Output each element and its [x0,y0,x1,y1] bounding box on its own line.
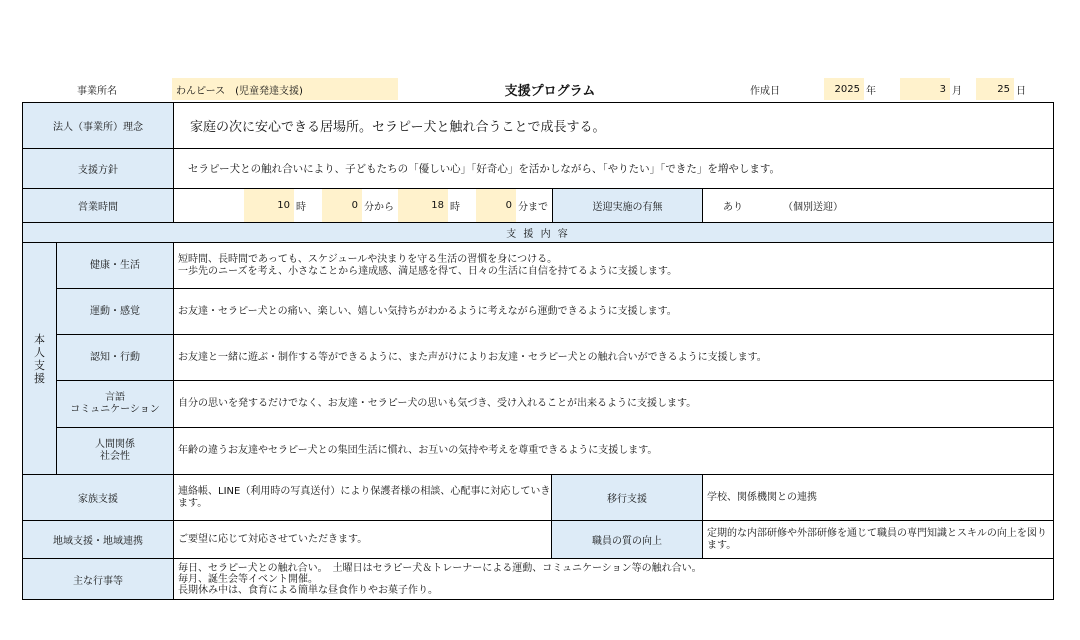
created-date-label: 作成日 [750,85,780,97]
transition-support-desc: 学校、関係機関との連携 [707,491,817,503]
created-day-unit: 日 [1016,85,1026,97]
personal-support-label [23,243,57,475]
end-hour-unit: 時 [450,202,460,213]
start-hour-value: 10 [277,200,290,211]
support-item-health-label [57,243,174,289]
end-minute-value: 0 [505,200,512,211]
created-month [900,78,950,100]
transport-value: あり [723,202,743,213]
end-hour [398,189,448,222]
created-year-value: 2025 [834,83,860,95]
support-item-health-label-text: 健康・生活 [90,259,140,271]
support-header: 支 援 内 容 [23,223,1053,243]
start-minute-unit: 分から [364,202,394,213]
support-item-social-label [57,428,174,475]
philosophy-label: 法人（事業所）理念 [23,103,174,149]
support-item-health-text [174,243,1053,289]
support-item-language-label-text: 言語 コミュニケーション [70,392,160,415]
created-day-value: 25 [997,83,1010,95]
philosophy-text: 家庭の次に安心できる居場所。セラピー犬と触れ合うことで成長する。 [174,103,1053,149]
program-table [22,102,1054,600]
support-item-language-label [57,381,174,428]
staff-quality-label: 職員の質の向上 [552,521,703,559]
end-minute [476,189,516,222]
support-item-motor-label [57,289,174,335]
start-minute-value: 0 [351,200,358,211]
policy-text: セラピー犬との触れ合いにより、子どもたちの「優しい心」「好奇心」を活かしながら、「やりたい」「できた」を増やします。 [174,149,1053,189]
transport-label: 送迎実施の有無 [552,189,703,223]
start-minute [322,189,362,222]
page-title: 支援プログラム [504,83,596,99]
created-year [824,78,864,100]
support-item-motor-text [174,289,1053,335]
start-hour-unit: 時 [296,202,306,213]
support-item-health-desc: 短時間、長時間であっても、スケジュールや決まりを守る生活の習慣を身につける。 一歩先のニーズを考え、小さなことから達成感、満足感を得て、日々の生活に自信を持てるように支援します。 [178,253,678,277]
community-support-text [174,521,552,559]
end-minute-unit: 分まで [518,202,548,213]
transport-row [703,189,1053,223]
family-support-desc: 連絡帳、LINE（利用時の写真送付）により保護者様の相談、心配事に対応していきます。 [178,485,551,509]
support-item-language-desc: 自分の思いを発するだけでなく、お友達・セラピー犬の思いも気づき、受け入れることが出来るように支援します。 [178,398,697,409]
support-item-cognition-desc: お友達と一緒に遊ぶ・制作する等ができるように、また声がけによりお友達・セラピー犬との触れ合いができるように支援します。 [178,351,767,363]
support-item-cognition-label [57,335,174,381]
family-support-label: 家族支援 [23,475,174,521]
personal-support-label-text: 本 人 支 援 [34,332,45,385]
family-support-text [174,475,552,521]
community-support-label: 地域支援・地域連携 [23,521,174,559]
created-month-unit: 月 [952,85,962,97]
events-desc: 毎日、セラピー犬との触れ合い。 土曜日はセラピー犬＆トレーナーによる運動、コミュニケーション等の触れ合い。 毎月、誕生会等イベント開催。 長期休み中は、食育による簡単な昼食作りやお菓子作り。 [178,562,702,596]
community-support-desc: ご要望に応じて対応させていただきます。 [178,533,368,545]
policy-label: 支援方針 [23,149,174,189]
office-name-value: わんピース (児童発達支援) [172,78,398,100]
transition-support-text [703,475,1053,521]
support-item-motor-desc: お友達・セラピー犬との痛い、楽しい、嬉しい気持ちがわかるように考えながら運動できるように支援します。 [178,305,677,317]
staff-quality-desc: 定期的な内部研修や外部研修を通じて職員の専門知識とスキルの向上を図ります。 [707,527,1047,551]
support-item-social-text [174,428,1053,475]
end-hour-value: 18 [431,200,444,211]
created-day [976,78,1014,100]
transition-support-label: 移行支援 [552,475,703,521]
support-item-social-desc: 年齢の違うお友達やセラピー犬との集団生活に慣れ、お互いの気持や考えを尊重できるように支援します。 [178,445,658,456]
support-item-cognition-label-text: 認知・行動 [90,351,140,363]
support-item-cognition-text [174,335,1053,381]
hours-label: 営業時間 [23,189,174,223]
created-month-value: 3 [939,83,946,95]
support-item-motor-label-text: 運動・感覚 [90,305,140,317]
events-label: 主な行事等 [23,559,174,599]
staff-quality-text [703,521,1053,559]
events-text [174,559,1053,599]
support-item-social-label-text: 人間関係 社会性 [95,439,135,462]
transport-note: （個別送迎） [783,202,843,213]
office-name-label: 事業所名 [77,85,117,97]
created-year-unit: 年 [866,85,876,97]
support-item-language-text [174,381,1053,428]
start-hour [244,189,294,222]
